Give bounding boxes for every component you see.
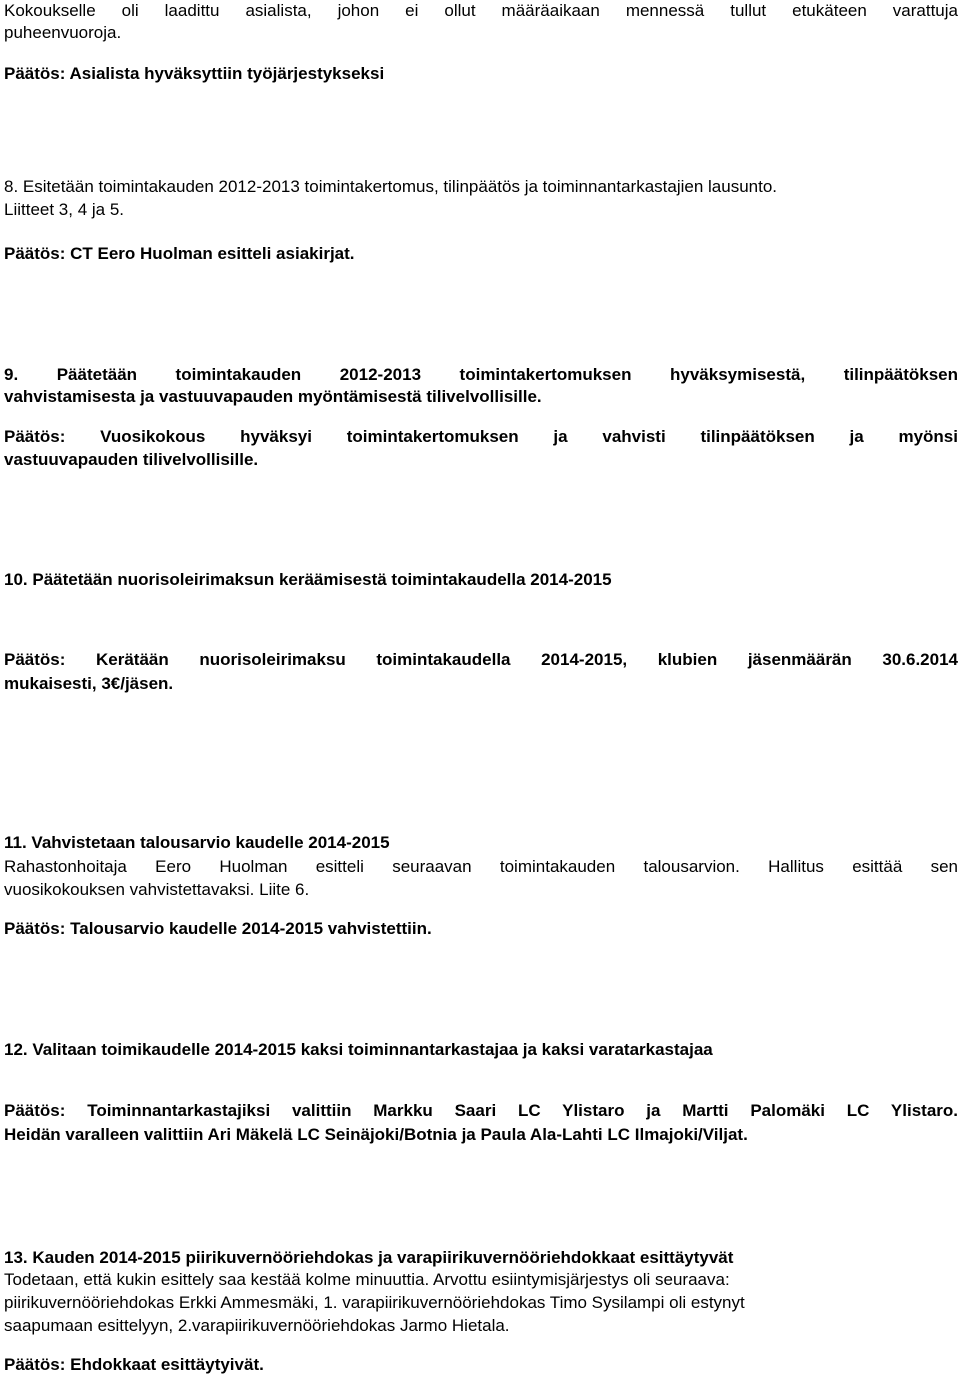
item-13-text-line-2: piirikuvernööriehdokas Erkki Ammesmäki, 1. varapiirikuvernööriehdokas Timo Sysilampi oli estynyt (4, 1293, 745, 1312)
item-9-decision-line-2: vastuuvapauden tilivelvollisille. (4, 450, 259, 469)
item-13-heading: 13. Kauden 2014-2015 piirikuvernööriehdokas ja varapiirikuvernööriehdokkaat esittäytyvät (4, 1248, 734, 1267)
intro-text-line-1: Kokoukselle oli laadittu asialista, johon ei ollut määräaikaan mennessä tullut etukäteen varattuja (4, 1, 958, 20)
item-9-heading-line-2: vahvistamisesta ja vastuuvapauden myöntämisestä tilivelvollisille. (4, 387, 542, 406)
item-10-decision-line-2: mukaisesti, 3€/jäsen. (4, 674, 174, 693)
item-9-decision-line-1: Päätös: Vuosikokous hyväksyi toimintakertomuksen ja vahvisti tilinpäätöksen ja myönsi (4, 427, 958, 446)
item-11-heading: 11. Vahvistetaan talousarvio kaudelle 2014-2015 (4, 833, 390, 852)
item-9-heading-line-1: 9. Päätetään toimintakauden 2012-2013 toimintakertomuksen hyväksymisestä, tilinpäätöksen (4, 365, 958, 384)
intro-decision: Päätös: Asialista hyväksyttiin työjärjestykseksi (4, 64, 385, 83)
item-12-decision-line-1: Päätös: Toiminnantarkastajiksi valittiin Markku Saari LC Ylistaro ja Martti Palomäki LC Ylistaro. (4, 1101, 958, 1120)
item-13-decision: Päätös: Ehdokkaat esittäytyivät. (4, 1355, 264, 1374)
item-8-heading: 8. Esitetään toimintakauden 2012-2013 toimintakertomus, tilinpäätös ja toiminnantarkastajien lausunto. (4, 177, 778, 196)
intro-text-line-2: puheenvuoroja. (4, 23, 122, 42)
item-11-decision: Päätös: Talousarvio kaudelle 2014-2015 vahvistettiin. (4, 919, 432, 938)
item-10-decision-line-1: Päätös: Kerätään nuorisoleirimaksu toimintakaudella 2014-2015, klubien jäsenmäärän 30.6.2014 (4, 650, 958, 669)
item-8-attachments: Liitteet 3, 4 ja 5. (4, 200, 125, 219)
item-12-decision-line-2: Heidän varalleen valittiin Ari Mäkelä LC Seinäjoki/Botnia ja Paula Ala-Lahti LC Ilmajoki/Viljat. (4, 1125, 748, 1144)
item-11-text-line-2: vuosikokouksen vahvistettavaksi. Liite 6. (4, 880, 310, 899)
item-12-heading: 12. Valitaan toimikaudelle 2014-2015 kaksi toiminnantarkastajaa ja kaksi varatarkastajaa (4, 1040, 713, 1059)
item-13-text-line-3: saapumaan esittelyyn, 2.varapiirikuvernööriehdokas Jarmo Hietala. (4, 1316, 510, 1335)
item-10-heading: 10. Päätetään nuorisoleirimaksun keräämisestä toimintakaudella 2014-2015 (4, 570, 612, 589)
item-11-text-line-1: Rahastonhoitaja Eero Huolman esitteli seuraavan toimintakauden talousarvion. Hallitus esittää sen (4, 857, 958, 876)
item-13-text-line-1: Todetaan, että kukin esittely saa kestää kolme minuuttia. Arvottu esiintymisjärjestys oli seuraava: (4, 1270, 730, 1289)
item-8-decision: Päätös: CT Eero Huolman esitteli asiakirjat. (4, 244, 355, 263)
